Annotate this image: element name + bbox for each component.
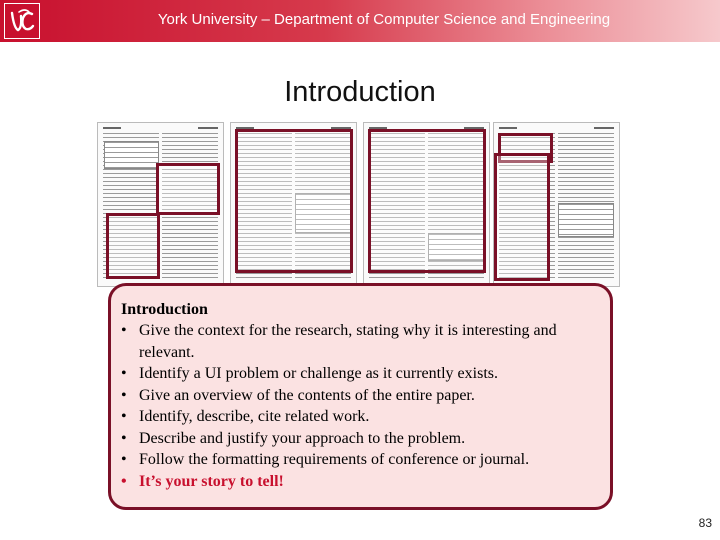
- paper-page-icon: [493, 122, 620, 287]
- paper-page-icon: [230, 122, 357, 287]
- bullet-item: • Describe and justify your approach to the problem.: [121, 428, 600, 450]
- bullet-list: [121, 320, 600, 492]
- bullet-item: • Identify a UI problem or challenge as it currently exists.: [121, 363, 600, 385]
- slide-header: [0, 0, 720, 42]
- callout-heading: Introduction: [121, 301, 208, 318]
- paper-thumbnails: [97, 122, 610, 287]
- page-number: 83: [698, 516, 712, 530]
- introduction-callout: [108, 283, 613, 510]
- bullet-item: • Give the context for the research, stating why it is interesting and relevant.: [121, 320, 600, 363]
- paper-page-icon: [97, 122, 224, 287]
- bullet-item-emphasis: • It’s your story to tell!: [121, 471, 600, 493]
- bullet-item: • Follow the formatting requirements of conference or journal.: [121, 449, 600, 471]
- bullet-item: • Identify, describe, cite related work.: [121, 406, 600, 428]
- paper-page-icon: [363, 122, 490, 287]
- york-university-logo-icon: [4, 3, 40, 39]
- header-title: York University – Department of Computer Science and Engineering: [157, 11, 611, 28]
- bullet-item: • Give an overview of the contents of the entire paper.: [121, 385, 600, 407]
- slide-title: Introduction: [284, 76, 436, 108]
